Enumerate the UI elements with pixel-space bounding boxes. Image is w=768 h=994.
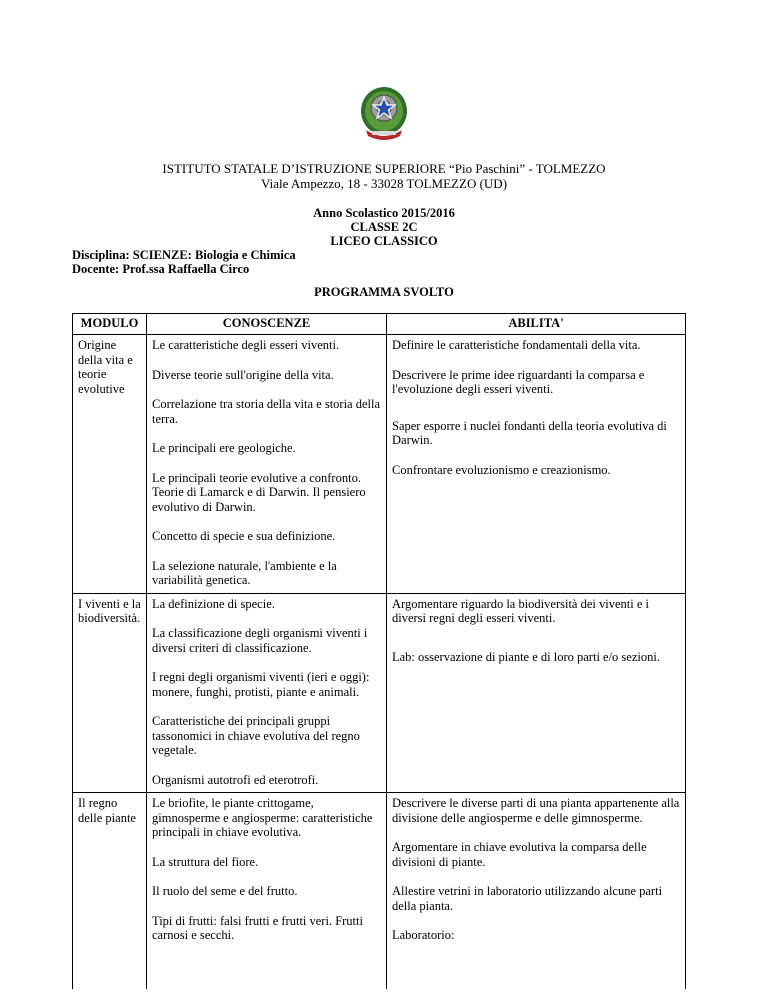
class-name: CLASSE 2C [350, 220, 418, 234]
subject-line: Disciplina: SCIENZE: Biologia e Chimica [72, 248, 296, 262]
list-item: La struttura del fiore. [152, 854, 259, 869]
abilita-cell [387, 793, 686, 990]
document-title: PROGRAMMA SVOLTO [314, 285, 454, 299]
school-type: LICEO CLASSICO [330, 234, 438, 248]
list-item: Descrivere le prime idee riguardanti la comparsa e l'evoluzione degli esseri viventi. [392, 367, 645, 396]
list-item: Argomentare riguardo la biodiversità dei viventi e i diversi regni degli esseri viventi. [392, 596, 649, 625]
list-item: Definire le caratteristiche fondamentali della vita. [392, 338, 641, 352]
teacher-line: Docente: Prof.ssa Raffaella Circo [72, 262, 250, 276]
table-row [73, 793, 686, 990]
list-item: Lab: osservazione di piante e di loro parti e/o sezioni. [392, 649, 660, 664]
list-item: Argomentare in chiave evolutiva la comparsa delle divisioni di piante. [392, 840, 647, 869]
table-row [73, 593, 686, 793]
header-abilita: ABILITA' [387, 314, 686, 335]
abilita-cell [387, 593, 686, 793]
modulo-cell: Il regno delle piante [73, 793, 147, 990]
modulo-cell: Origine della vita e teorie evolutive [73, 335, 147, 594]
list-item: Concetto di specie e sua definizione. [152, 529, 336, 543]
program-table [72, 313, 686, 989]
list-item: Le caratteristiche degli esseri viventi. [152, 338, 340, 352]
list-item: Le briofite, le piante crittogame, gimnosperme e angiosperme: caratteristiche principali in chiave evolutiva. [152, 796, 373, 839]
list-item: La definizione di specie. [152, 596, 275, 611]
emblem-republic-logo [358, 84, 410, 144]
list-item: Il ruolo del seme e del frutto. [152, 884, 298, 898]
header-conoscenze: CONOSCENZE [147, 314, 387, 335]
list-item: Saper esporre i nuclei fondanti della teoria evolutiva di Darwin. [392, 418, 667, 447]
list-item: La classificazione degli organismi viventi i diversi criteri di classificazione. [152, 626, 368, 655]
institute-address: Viale Ampezzo, 18 - 33028 TOLMEZZO (UD) [260, 176, 508, 191]
list-item: Diverse teorie sull'origine della vita. [152, 367, 334, 382]
table-header-row [73, 314, 686, 335]
list-item: Laboratorio: [392, 928, 455, 942]
list-item: Correlazione tra storia della vita e storia della terra. [152, 397, 381, 426]
list-item: Le principali teorie evolutive a confronto. Teorie di Lamarck e di Darwin. Il pensiero evolutivo di Darwin. [152, 470, 366, 514]
list-item: Allestire vetrini in laboratorio utilizzando alcune parti della pianta. [392, 884, 663, 913]
table-row [73, 335, 686, 594]
list-item: Caratteristiche dei principali gruppi tassonomici in chiave evolutiva del regno vegetale. [152, 714, 360, 757]
list-item: Confrontare evoluzionismo e creazionismo. [392, 462, 611, 477]
header-modulo: MODULO [73, 314, 147, 335]
conoscenze-cell [147, 793, 387, 990]
conoscenze-cell [147, 593, 387, 793]
institute-name: ISTITUTO STATALE D’ISTRUZIONE SUPERIORE “Pio Paschini” - TOLMEZZO [162, 161, 606, 176]
modulo-cell: I viventi e la biodiversità. [73, 593, 147, 793]
list-item: Tipi di frutti: falsi frutti e frutti veri. Frutti carnosi e secchi. [152, 913, 363, 942]
list-item: Le principali ere geologiche. [152, 441, 296, 455]
list-item: Descrivere le diverse parti di una pianta appartenente alla divisione delle angiosperme e delle gimnosperme. [392, 796, 680, 825]
list-item: I regni degli organismi viventi (ieri e oggi): monere, funghi, protisti, piante e animali. [152, 670, 370, 699]
school-year: Anno Scolastico 2015/2016 [313, 206, 455, 220]
abilita-cell [387, 335, 686, 594]
conoscenze-cell [147, 335, 387, 594]
list-item: La selezione naturale, l'ambiente e la variabilità genetica. [152, 558, 337, 587]
list-item: Organismi autotrofi ed eterotrofi. [152, 772, 319, 787]
